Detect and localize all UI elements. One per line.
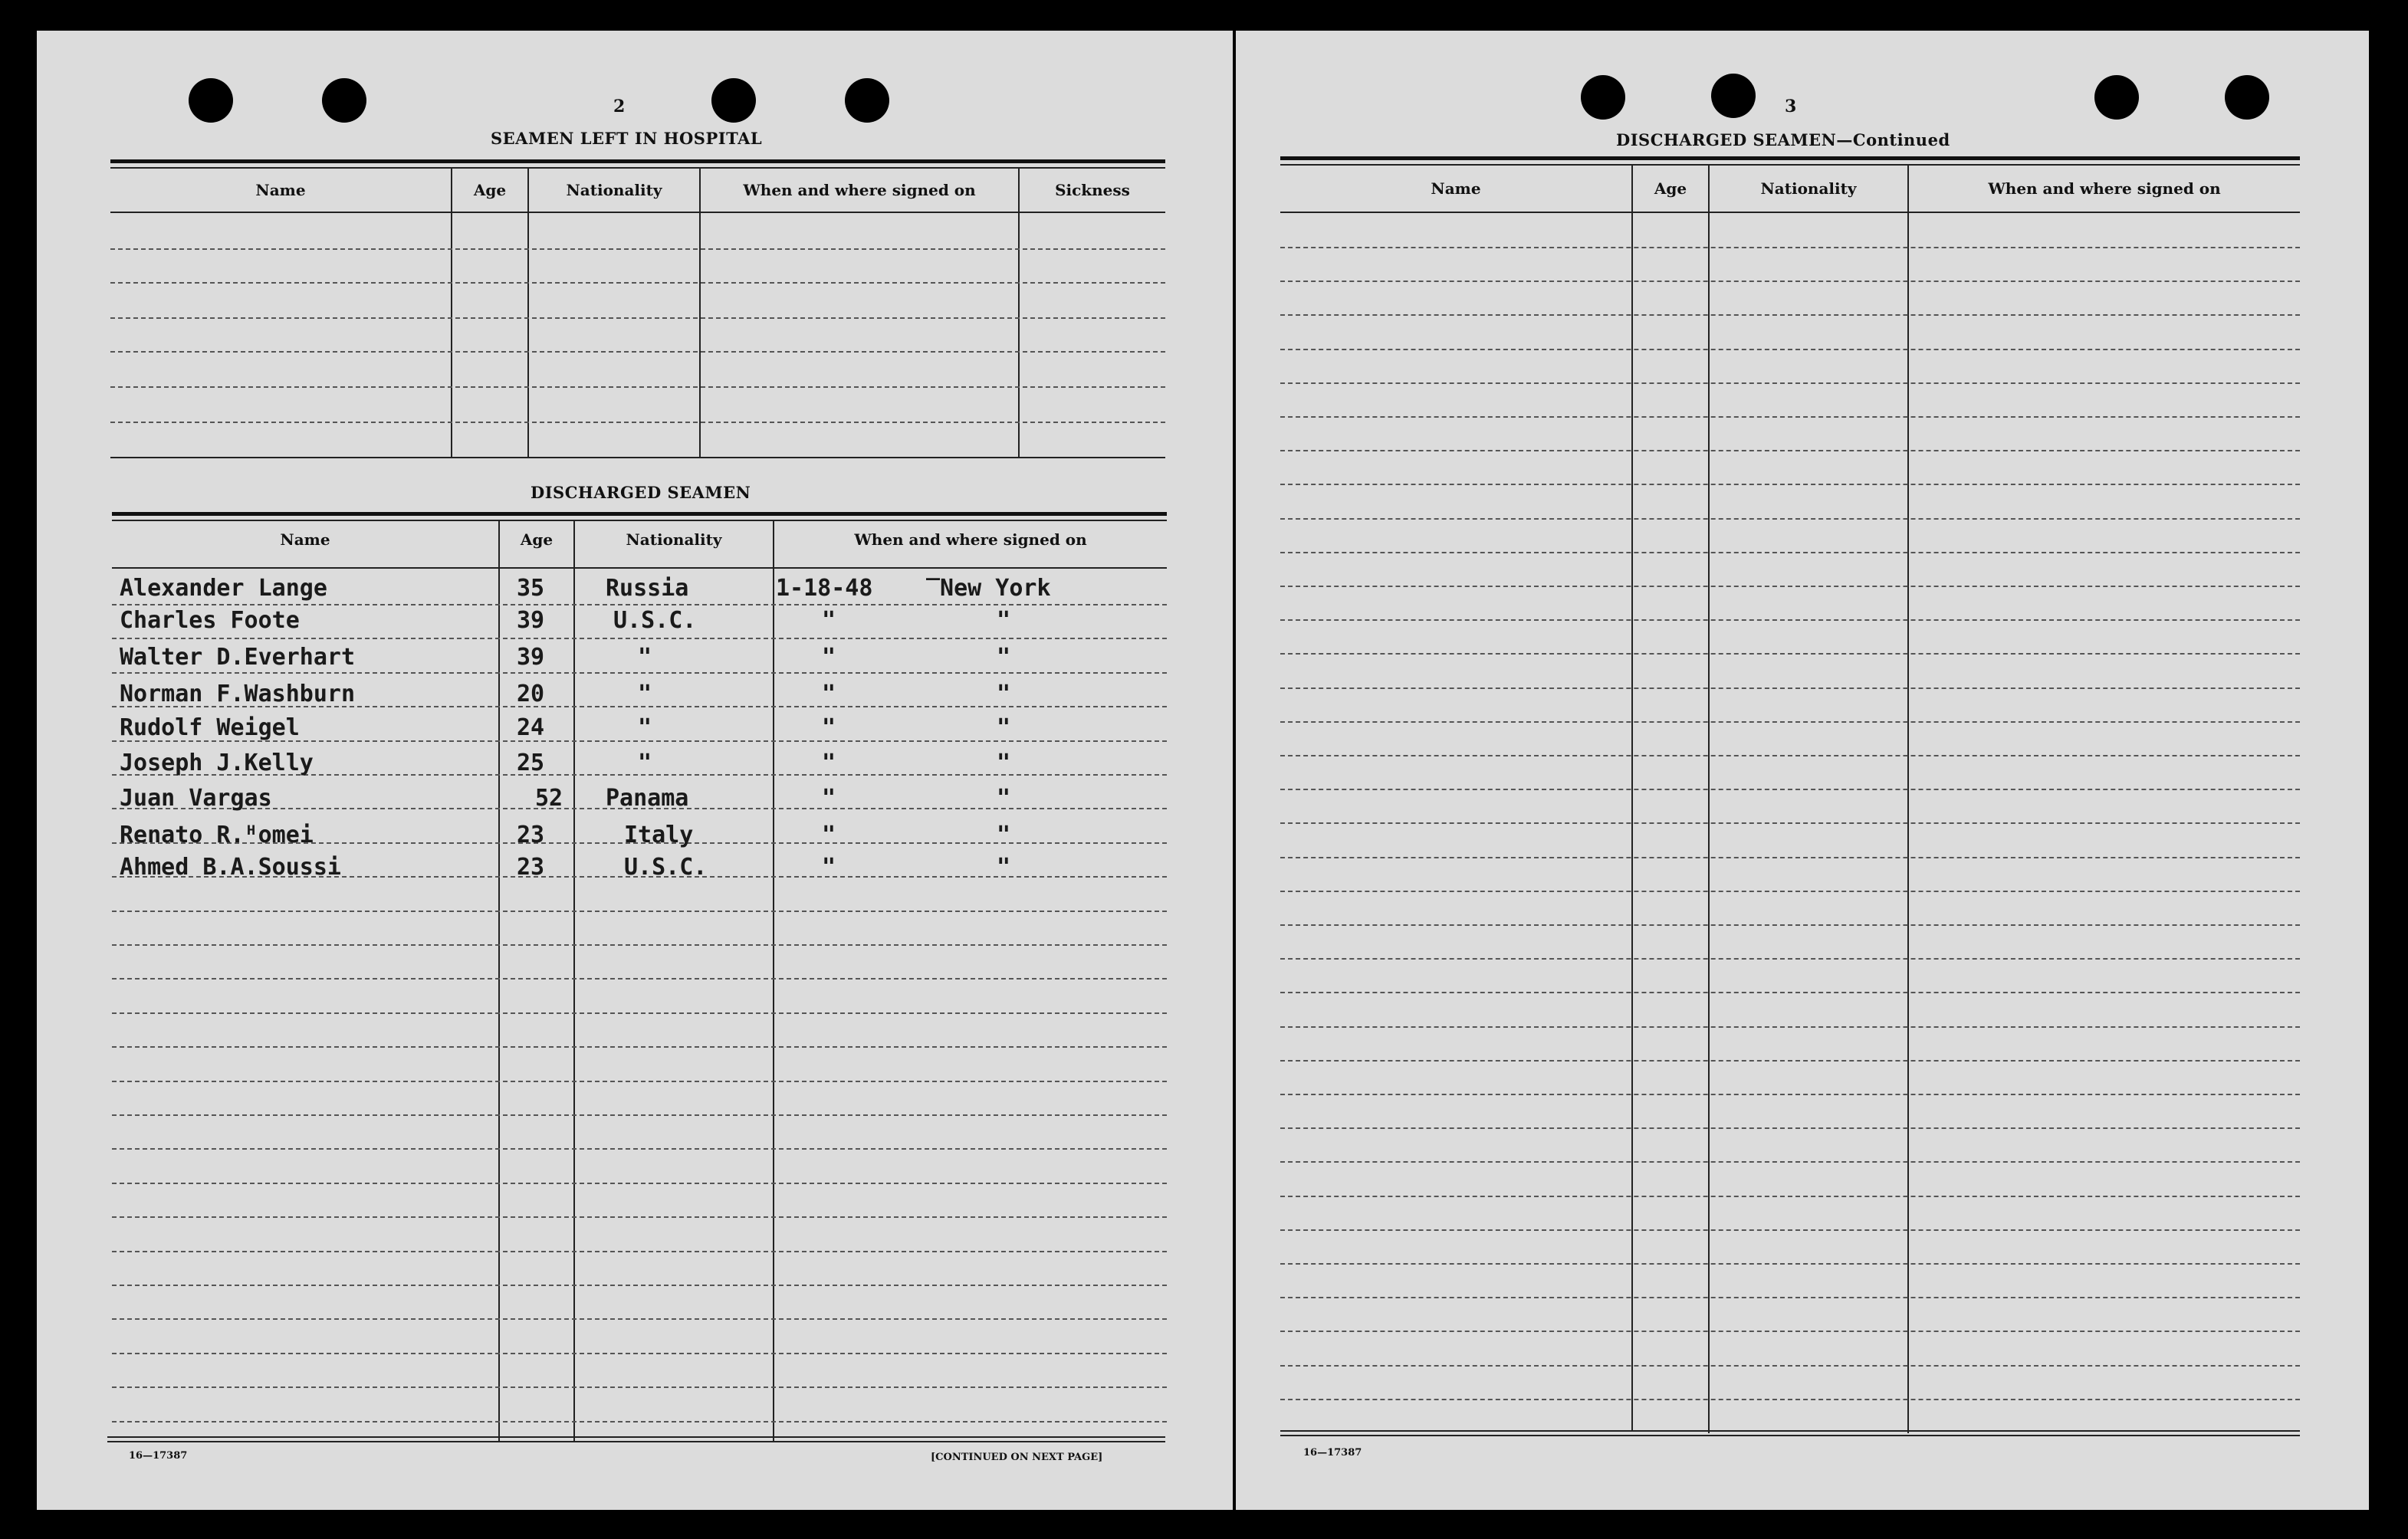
- column-divider: [451, 167, 452, 458]
- row-4-date: ": [822, 681, 836, 707]
- row-line: [1280, 755, 2300, 756]
- row-2-name: Charles Foote: [120, 607, 300, 634]
- right-col-age: Age: [1654, 179, 1687, 198]
- row-line: [1280, 450, 2300, 451]
- row-line: [1280, 857, 2300, 858]
- discharged-col-signed-on: When and where signed on: [854, 530, 1087, 549]
- rule: [112, 512, 1167, 516]
- row-2-age: 39: [517, 607, 545, 634]
- row-1-place: ̅ New York: [926, 575, 1051, 602]
- rule: [107, 1441, 1165, 1442]
- row-line: [112, 1386, 1167, 1388]
- punch-hole: [2094, 75, 2139, 120]
- punch-hole: [845, 78, 889, 123]
- row-line: [1280, 1399, 2300, 1400]
- row-9-name: Ahmed B.A.Soussi: [120, 854, 341, 881]
- column-divider: [1631, 164, 1633, 1432]
- header-rule: [112, 567, 1167, 569]
- row-line: [112, 944, 1167, 946]
- row-line: [1280, 552, 2300, 553]
- row-line: [112, 911, 1167, 912]
- rule: [112, 520, 1167, 521]
- row-6-date: ": [822, 750, 836, 776]
- row-9-nationality: U.S.C.: [624, 854, 708, 881]
- discharged-continued-title: DISCHARGED SEAMEN—Continued: [1616, 130, 1950, 149]
- row-7-age: 52: [535, 785, 563, 812]
- row-8-date: ": [822, 822, 836, 848]
- row-line: [112, 1046, 1167, 1048]
- row-line: [112, 604, 1167, 605]
- discharged-col-name: Name: [280, 530, 330, 549]
- row-line: [112, 978, 1167, 980]
- row-line: [1280, 891, 2300, 892]
- row-line: [1280, 1060, 2300, 1062]
- row-line: [1280, 958, 2300, 960]
- right-col-nationality: Nationality: [1760, 179, 1857, 198]
- page-number: 3: [1785, 97, 1797, 116]
- row-9-place: ": [997, 854, 1011, 881]
- punch-hole: [1711, 74, 1756, 118]
- row-line: [110, 386, 1165, 388]
- row-1-age: 35: [517, 575, 545, 602]
- row-line: [1280, 518, 2300, 520]
- row-9-date: ": [822, 854, 836, 881]
- row-1-name: Alexander Lange: [120, 575, 327, 602]
- row-3-name: Walter D.Everhart: [120, 644, 356, 671]
- row-7-date: ": [822, 785, 836, 812]
- row-7-nationality: Panama: [606, 785, 689, 812]
- rule: [110, 159, 1165, 163]
- row-line: [112, 1216, 1167, 1218]
- row-line: [1280, 314, 2300, 316]
- column-divider: [527, 167, 529, 458]
- row-line: [1280, 349, 2300, 350]
- rule: [1280, 156, 2300, 160]
- discharged-col-age: Age: [520, 530, 554, 549]
- header-rule: [1280, 212, 2300, 213]
- row-line: [1280, 653, 2300, 655]
- header-rule: [110, 212, 1165, 213]
- row-4-place: ": [997, 681, 1011, 707]
- row-line: [1280, 281, 2300, 282]
- row-line: [1280, 619, 2300, 621]
- row-line: [112, 1421, 1167, 1423]
- row-5-nationality: ": [638, 714, 652, 741]
- row-5-name: Rudolf Weigel: [120, 714, 300, 741]
- row-line: [110, 317, 1165, 319]
- page-number: 2: [613, 97, 626, 116]
- row-2-nationality: U.S.C.: [613, 607, 697, 634]
- discharged-col-nationality: Nationality: [626, 530, 722, 549]
- right-col-signed-on: When and where signed on: [1988, 179, 2221, 198]
- right-col-name: Name: [1431, 179, 1481, 198]
- row-4-nationality: ": [638, 681, 652, 707]
- row-line: [1280, 1161, 2300, 1163]
- row-line: [1280, 687, 2300, 689]
- row-line: [112, 1251, 1167, 1252]
- continued-note: [CONTINUED ON NEXT PAGE]: [931, 1452, 1103, 1463]
- row-line: [110, 351, 1165, 353]
- row-8-age: 23: [517, 822, 545, 848]
- row-line: [112, 1285, 1167, 1286]
- row-line: [112, 638, 1167, 639]
- row-4-age: 20: [517, 681, 545, 707]
- row-1-date: 1-18-48: [776, 575, 873, 602]
- punch-hole: [711, 78, 756, 123]
- right-page: [1236, 31, 2369, 1510]
- row-8-place: ": [997, 822, 1011, 848]
- rule: [1280, 1430, 2300, 1432]
- row-line: [1280, 484, 2300, 485]
- row-4-name: Norman F.Washburn: [120, 681, 356, 707]
- row-6-place: ": [997, 750, 1011, 776]
- discharged-section-title: DISCHARGED SEAMEN: [531, 483, 751, 502]
- row-line: [110, 422, 1165, 423]
- row-6-nationality: ": [638, 750, 652, 776]
- row-line: [112, 672, 1167, 674]
- row-3-nationality: ": [638, 644, 652, 671]
- form-number: 16—17387: [129, 1450, 188, 1462]
- row-8-nationality: Italy: [624, 822, 694, 848]
- row-1-nationality: Russia: [606, 575, 689, 602]
- row-6-age: 25: [517, 750, 545, 776]
- column-divider: [573, 520, 575, 1441]
- row-9-age: 23: [517, 854, 545, 881]
- rule: [107, 1436, 1165, 1438]
- row-line: [110, 248, 1165, 250]
- punch-hole: [1581, 75, 1625, 120]
- row-line: [112, 1012, 1167, 1014]
- left-page: [37, 31, 1233, 1510]
- column-divider: [1708, 164, 1710, 1433]
- row-line: [112, 1318, 1167, 1320]
- row-6-name: Joseph J.Kelly: [120, 750, 314, 776]
- row-2-place: ": [997, 607, 1011, 634]
- row-8-name: Renato R.ᴴomei: [120, 822, 314, 848]
- row-line: [1280, 1263, 2300, 1265]
- row-line: [1280, 822, 2300, 824]
- row-3-date: ": [822, 644, 836, 671]
- row-line: [112, 1353, 1167, 1354]
- column-divider: [498, 520, 500, 1441]
- row-line: [112, 1148, 1167, 1150]
- punch-hole: [322, 78, 366, 123]
- rule: [110, 457, 1165, 458]
- row-line: [1280, 1026, 2300, 1028]
- row-3-place: ": [997, 644, 1011, 671]
- column-divider: [1018, 167, 1020, 458]
- column-divider: [773, 520, 774, 1441]
- row-line: [1280, 1365, 2300, 1367]
- row-line: [1280, 1094, 2300, 1095]
- row-line: [1280, 382, 2300, 384]
- row-line: [1280, 1331, 2300, 1332]
- row-line: [112, 1183, 1167, 1184]
- row-line: [1280, 586, 2300, 587]
- row-line: [112, 1081, 1167, 1082]
- column-divider: [699, 167, 701, 458]
- row-line: [1280, 789, 2300, 790]
- row-7-name: Juan Vargas: [120, 785, 272, 812]
- row-line: [1280, 1229, 2300, 1231]
- row-line: [1280, 1297, 2300, 1298]
- row-line: [112, 1114, 1167, 1116]
- rule: [110, 167, 1165, 169]
- row-2-date: ": [822, 607, 836, 634]
- row-line: [1280, 247, 2300, 248]
- row-5-place: ": [997, 714, 1011, 741]
- row-line: [1280, 1127, 2300, 1129]
- hospital-col-nationality: Nationality: [566, 181, 662, 199]
- row-3-age: 39: [517, 644, 545, 671]
- row-line: [1280, 1196, 2300, 1197]
- hospital-col-signed-on: When and where signed on: [743, 181, 976, 199]
- row-line: [1280, 416, 2300, 418]
- rule: [1280, 164, 2300, 166]
- punch-hole: [2225, 75, 2269, 120]
- hospital-col-age: Age: [473, 181, 507, 199]
- punch-hole: [189, 78, 233, 123]
- row-5-date: ": [822, 714, 836, 741]
- hospital-col-sickness: Sickness: [1055, 181, 1130, 199]
- row-5-age: 24: [517, 714, 545, 741]
- form-number: 16—17387: [1303, 1447, 1362, 1459]
- rule: [1280, 1435, 2300, 1436]
- row-line: [1280, 721, 2300, 723]
- row-7-place: ": [997, 785, 1011, 812]
- hospital-col-name: Name: [255, 181, 306, 199]
- column-divider: [1907, 164, 1909, 1433]
- row-line: [110, 282, 1165, 284]
- hospital-section-title: SEAMEN LEFT IN HOSPITAL: [491, 129, 763, 148]
- row-line: [1280, 992, 2300, 993]
- row-line: [1280, 924, 2300, 926]
